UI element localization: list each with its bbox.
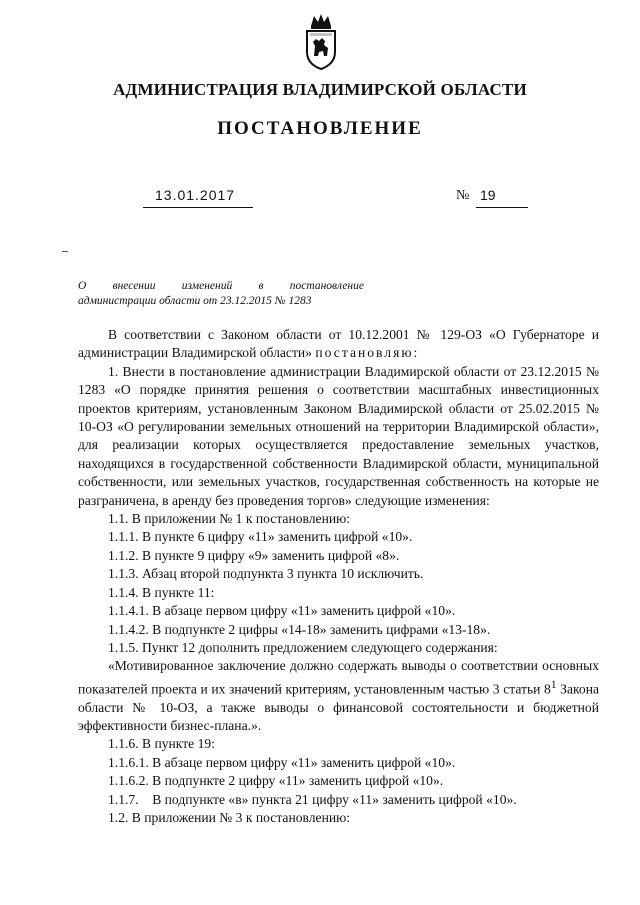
date-field [143,187,253,208]
subject-line-1 [78,279,364,294]
document-subject [78,279,364,309]
intro-text: В соответствии с Законом области от 10.12.2001 № 129-ОЗ «О Губернаторе и администрации Владимирской области» [78,327,599,361]
item-1-2: 1.2. В приложении № 3 к постановлению: [108,810,351,826]
item-1-1-5: 1.1.5. Пункт 12 дополнить предложением следующего содержания: [108,639,498,655]
item-1-1-7-text: В подпункте «в» пункта 21 цифру «11» заменить цифрой «10». [152,791,517,807]
number-underline [476,187,528,208]
number-sign: № [456,188,470,203]
document-body [78,326,599,828]
subject-word: внесении [112,280,156,292]
item-1-1-4-1: 1.1.4.1. В абзаце первом цифру «11» заменить цифрой «10». [108,603,456,619]
item-1-1-7-number: 1.1.7. [108,791,139,807]
item-1-1-6-1: 1.1.6.1. В абзаце первом цифру «11» заменить цифрой «10». [108,754,456,770]
subject-word: постановление [289,280,364,292]
subject-line-2: администрации области от 23.12.2015 № 1283 [78,295,312,307]
coat-of-arms-emblem [302,12,340,72]
item-1-1-6-2: 1.1.6.2. В подпункте 2 цифру «11» заменить цифрой «10». [108,773,444,789]
item-1-1-3: 1.1.3. Абзац второй подпункта 3 пункта 10 исключить. [108,566,424,582]
item-1-1-6: 1.1.6. В пункте 19: [108,736,215,752]
subject-word: изменений [181,280,233,292]
quote-text-a: «Мотивированное заключение должно содержать выводы о соответствии основных показателей проекта и их значений критериям, установленным частью 3 статьи 8 [78,658,599,697]
item-1-1-2: 1.1.2. В пункте 9 цифру «9» заменить цифрой «8». [108,547,400,563]
item-1-1-4-2: 1.1.4.2. В подпункте 2 цифры «14-18» заменить цифрами «13-18». [108,621,491,637]
paragraph-1: 1. Внести в постановление администрации Владимирской области от 23.12.2015 № 1283 «О порядке принятия решения о соответствии масштабных инвестиционных проектов критериям, установленным Законом Владимирской области от 25.02.2015 № 10-ОЗ «О регулировании земельных отношений на территории Владимирской области», для реализации которых осуществляется предоставление земельных участков, находящихся в государственной собственности Владимирской области, муниципальной собственности, или земельных участков, государственная собственность на которые не разграничена, в аренду без проведения торгов» следующие изменения: [78,363,599,508]
resolve-word: постановляю: [315,345,420,361]
item-1-1: 1.1. В приложении № 1 к постановлению: [108,511,351,527]
quoted-paragraph [78,657,599,735]
subject-word: О [78,280,87,292]
document-date: 13.01.2017 [155,187,236,203]
intro-paragraph [78,326,599,363]
document-number: 19 [480,187,496,203]
margin-mark [62,251,68,252]
quote-text-b: Закона области № 10-ОЗ, а также выводы о финансовой состоятельности и бюджетной эффективности бизнес-плана.». [78,681,599,734]
document-type-title: ПОСТАНОВЛЕНИЕ [217,118,423,139]
item-1-1-1: 1.1.1. В пункте 6 цифру «11» заменить цифрой «10». [108,529,413,545]
organization-title: АДМИНИСТРАЦИЯ ВЛАДИМИРСКОЙ ОБЛАСТИ [113,80,527,99]
quote-superscript: 1 [550,678,557,691]
item-1-1-7 [78,791,599,809]
subject-word: в [258,280,264,292]
item-1-1-4: 1.1.4. В пункте 11: [108,584,215,600]
